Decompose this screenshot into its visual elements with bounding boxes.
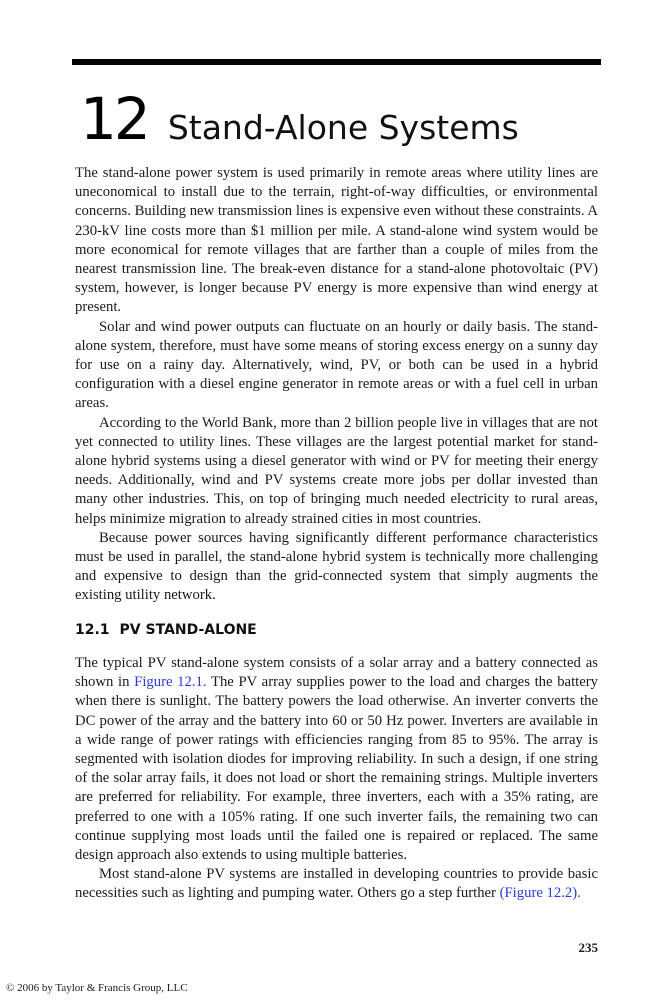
intro-paragraph: Solar and wind power outputs can fluctuate on an hourly or daily basis. The stand-alone system, therefore, must have some means of storing excess energy on a sunny day for use on a rainy day. Alternatively, wind, PV, or both can be used in a hybrid configuration with a diesel engine generator in remote areas or with a fuel cell in urban areas.	[75, 318, 598, 412]
chapter-title: Stand-Alone Systems	[167, 108, 519, 147]
section-number: 12.1	[75, 622, 110, 638]
section-paragraph-text: Most stand-alone PV systems are installed in developing countries to provide basic necessities such as lighting and pumping water. Others go a step further	[75, 866, 598, 902]
chapter-intro	[75, 164, 598, 606]
section-title: PV STAND-ALONE	[119, 622, 257, 638]
section-paragraph	[75, 654, 598, 865]
chapter-number: 12	[80, 85, 148, 153]
section-body	[75, 654, 598, 904]
chapter-heading	[80, 84, 519, 154]
section-paragraph-text: The PV array supplies power to the load and charges the battery when there is sunlight. The battery powers the load otherwise. An inverter converts the DC power of the array and the battery into 60 or 50 Hz power. Inverters are available in a wide range of power ratings with efficiencies ranging from 85 to 95%. The array is segmented with isolation diodes for improving reliability. In such a design, if one string of the solar array fails, it does not load or short the remaining strings. Multiple inverters are preferred for reliability. For example, three inverters, each with a 35% rating, are preferred to one with a 105% rating. If one such inverter fails, the remaining two can continue supplying most loads until the failed one is repaired or replaced. The same design approach also extends to using multiple batteries.	[75, 674, 598, 864]
section-paragraph-text: The typical PV stand-alone system consists of a solar array and a battery connected as shown in	[75, 655, 598, 691]
section-paragraph	[75, 865, 598, 903]
intro-paragraph: The stand-alone power system is used primarily in remote areas where utility lines are uneconomical to install due to the terrain, right-of-way difficulties, or environmental concerns. Building new transmission lines is expensive even without these constraints. A 230-kV line costs more than $1 million per mile. A stand-alone wind system would be more economical for remote villages that are farther than a couple of miles from the nearest transmission line. The break-even distance for a stand-alone photovoltaic (PV) system, however, is longer because PV energy is more expensive than wind energy at present.	[75, 165, 598, 316]
section-heading	[75, 620, 257, 640]
chapter-top-rule	[72, 59, 601, 65]
intro-paragraph: According to the World Bank, more than 2 billion people live in villages that are not yet connected to utility lines. These villages are the largest potential market for stand-alone hybrid systems using a diesel generator with wind or PV for meeting their energy needs. Additionally, wind and PV systems create more jobs per dollar invested than many other industries. This, on top of bringing much needed electricity to rural areas, helps minimize migration to already strained cities in most countries.	[75, 414, 598, 527]
copyright-notice: © 2006 by Taylor & Francis Group, LLC	[6, 982, 188, 994]
page-number: 235	[578, 940, 598, 955]
intro-paragraph: Because power sources having significantly different performance characteristics must be used in parallel, the stand-alone hybrid system is technically more challenging and expensive to design than the grid-connected system that simply augments the existing utility network.	[75, 529, 598, 604]
figure-12-1-link[interactable]: Figure 12.1.	[134, 674, 207, 691]
figure-12-2-link[interactable]: (Figure 12.2).	[499, 885, 581, 902]
